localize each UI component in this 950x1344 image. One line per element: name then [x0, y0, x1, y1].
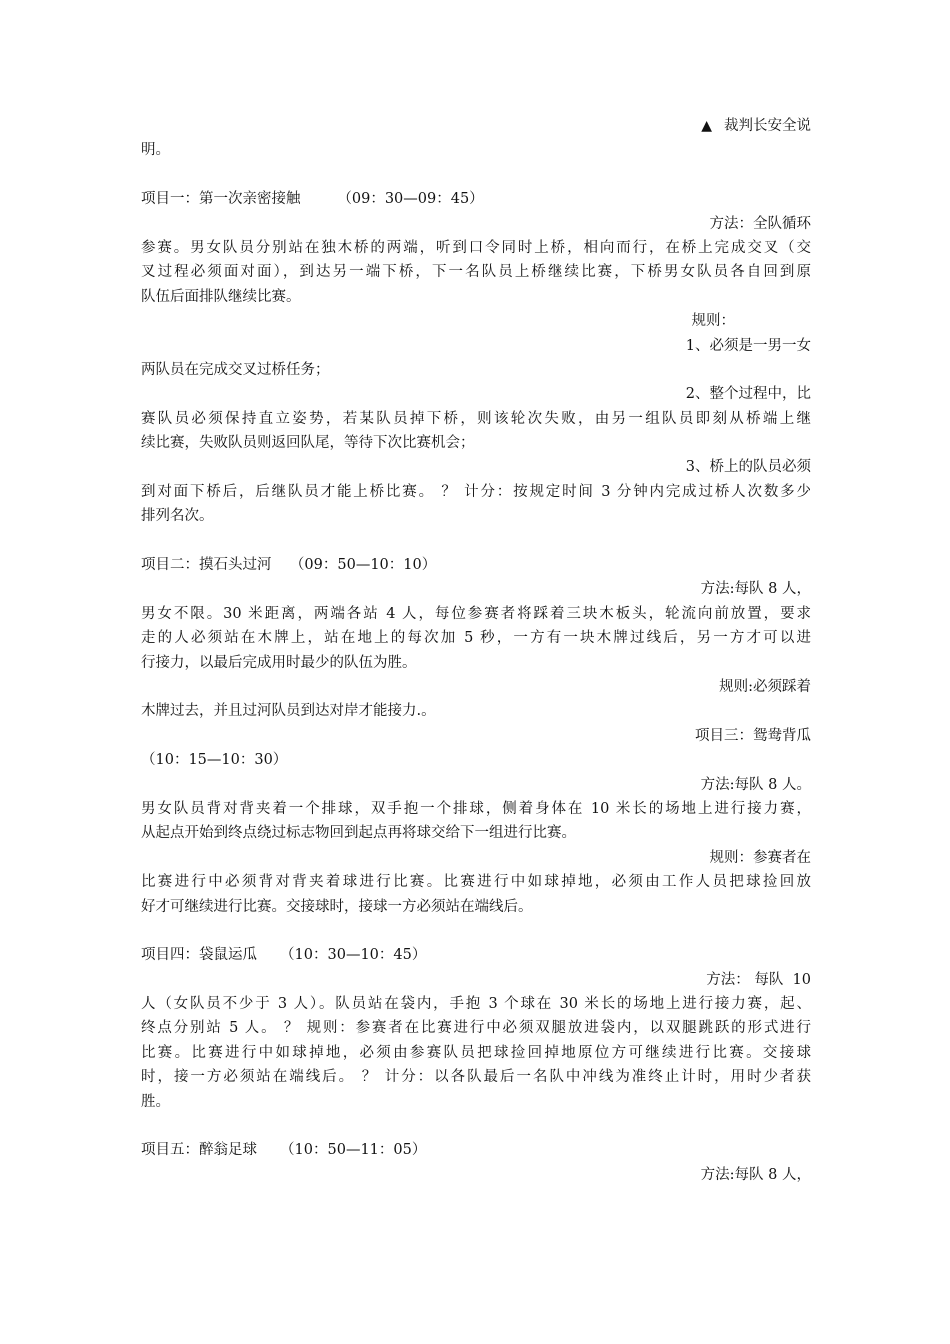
project1-rule2-head: 2、整个过程中，比 [685, 386, 811, 403]
project3-rules-line-2: 好才可继续进行比赛。交接球时，接球一方必须站在端线后。 [141, 898, 533, 915]
project1-method-line-2: 叉过程必须面对面），到达另一端下桥，下一名队员上桥继续比赛，下桥男女队员各自回到原 [141, 264, 811, 281]
project1-rule2-line-2: 续比赛，失败队员则返回队尾，等待下次比赛机会； [141, 435, 475, 452]
project4-method-label: 方法： 每队 10 [706, 971, 811, 988]
project4-method-line-5: 胜。 [141, 1093, 170, 1110]
project4-method-line-1: 人（女队员不少于 3 人）。队员站在袋内，手抱 3 个球在 30 米长的场地上进行接力赛，起、 [141, 996, 811, 1013]
project2-method-label: 方法:每队 8 人， [700, 581, 811, 598]
project1-method-line-3: 队伍后面排队继续比赛。 [141, 288, 301, 305]
project2-rules-cont: 木牌过去，并且过河队员到达对岸才能接力.。 [141, 703, 436, 720]
project1-rules-label: 规则： [691, 313, 735, 330]
project3-method-line-1: 男女队员背对背夹着一个排球，双手抱一个排球，侧着身体在 10 米长的场地上进行接力赛， [141, 800, 811, 817]
project4-method-line-3: 比赛。比赛进行中如球掉地，必须由参赛队员把球捡回掉地原位方可继续进行比赛。交接球 [141, 1044, 811, 1061]
project4-heading: 项目四：袋鼠运瓜 （10：30—10：45） [141, 947, 427, 964]
project4-method-line-2: 终点分别站 5 人。 ？ 规则：参赛者在比赛进行中必须双腿放进袋内，以双腿跳跃的形式进行 [141, 1020, 811, 1037]
triangle-icon: ▲ [701, 118, 712, 134]
project1-rule3-head: 3、桥上的队员必须 [685, 459, 811, 476]
project1-rule3-line-1: 到对面下桥后，后继队员才能上桥比赛。 ？ 计分：按规定时间 3 分钟内完成过桥人次数多少 [141, 483, 811, 500]
project3-heading: 项目三：鸳鸯背瓜 [695, 727, 811, 744]
project2-method-line-1: 男女不限。30 米距离，两端各站 4 人，每位参赛者将踩着三块木板头，轮流向前放置，要求 [141, 605, 811, 622]
safety-heading-line [141, 114, 811, 138]
project3-time: （10：15—10：30） [141, 752, 288, 769]
safety-title: 裁判长安全说 [724, 118, 811, 134]
project1-rule1-head: 1、必须是一男一女 [685, 337, 811, 354]
project1-method-line-1: 参赛。男女队员分别站在独木桥的两端，听到口令同时上桥，相向而行，在桥上完成交叉（交 [141, 239, 811, 256]
project1-rule2-line-1: 赛队员必须保持直立姿势，若某队员掉下桥，则该轮次失败，由另一组队员即刻从桥端上继 [141, 410, 811, 427]
project3-method-line-2: 从起点开始到终点绕过标志物回到起点再将球交给下一组进行比赛。 [141, 825, 576, 842]
project1-rule1-cont: 两队员在完成交叉过桥任务； [141, 361, 330, 378]
project3-method-label: 方法:每队 8 人。 [700, 776, 811, 793]
project3-rules-line-1: 比赛进行中必须背对背夹着球进行比赛。比赛进行中如球掉地，必须由工作人员把球捡回放 [141, 874, 811, 891]
project5-heading: 项目五：醉翁足球 （10：50—11：05） [141, 1142, 427, 1159]
project4-method-line-4: 时，接一方必须站在端线后。 ？ 计分：以各队最后一名队中冲线为准终止计时，用时少者获 [141, 1069, 811, 1086]
document-page [141, 114, 811, 1187]
project1-rule3-line-2: 排列名次。 [141, 508, 214, 525]
project2-heading: 项目二：摸石头过河 （09：50—10：10） [141, 557, 437, 574]
project2-method-line-2: 走的人必须站在木牌上，站在地上的每次加 5 秒，一方有一块木牌过线后，另一方才可以进 [141, 630, 811, 647]
project1-heading: 项目一：第一次亲密接触 （09：30—09：45） [141, 191, 484, 208]
project5-method-label: 方法:每队 8 人， [700, 1166, 811, 1183]
safety-continuation: 明。 [141, 142, 170, 159]
project2-method-line-3: 行接力，以最后完成用时最少的队伍为胜。 [141, 654, 417, 671]
project1-method-label: 方法：全队循环 [709, 215, 811, 232]
project2-rules-label: 规则:必须踩着 [719, 678, 811, 695]
project3-rules-label: 规则：参赛者在 [709, 849, 811, 866]
